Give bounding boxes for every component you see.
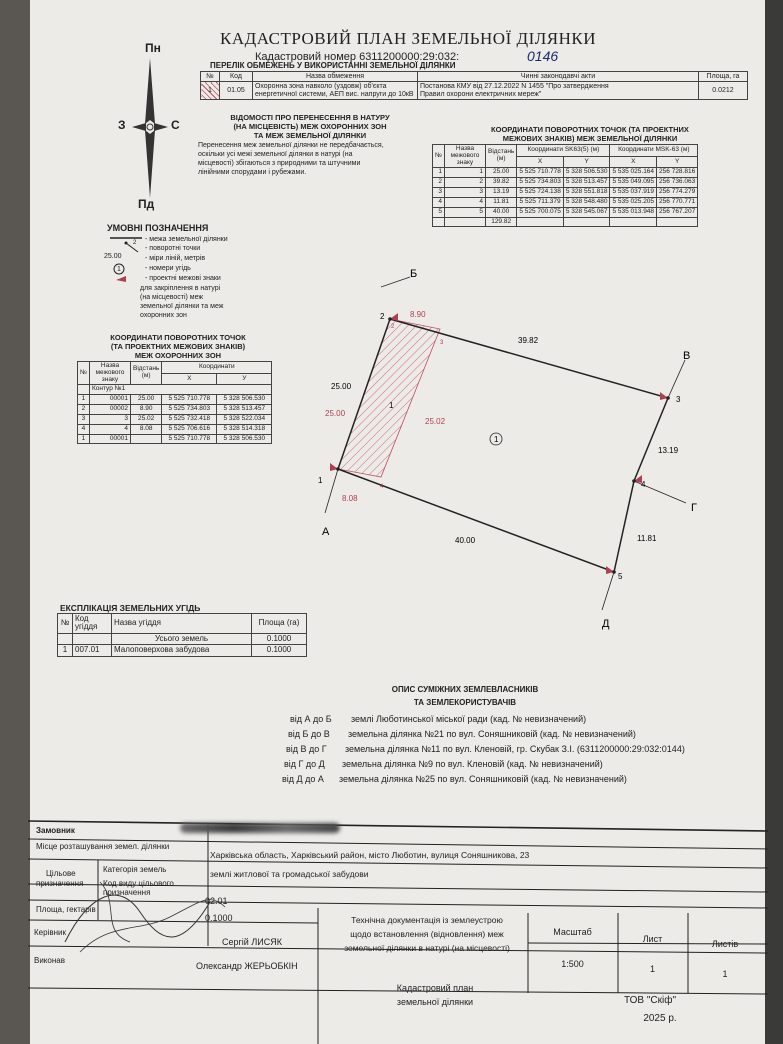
coords-zone-cell: 5 525 710.778	[162, 434, 217, 444]
coords-zone-cell: 5 328 506.530	[217, 434, 272, 444]
coords-zone-cell: 4	[78, 424, 90, 434]
letter-a: А	[322, 526, 330, 538]
coords-main-cell: 40.00	[485, 207, 516, 217]
coords-main-cell: 11.81	[485, 197, 516, 207]
coords-zone-cell: 8.90	[130, 405, 161, 415]
coords-zone-cell: 1	[78, 434, 90, 444]
compass-rose-icon	[128, 58, 172, 198]
restrictions-cell-name2: енергетичної системи, АЕП вис. напруги до 10кВ	[255, 90, 414, 98]
neighbor-from: від Б до В	[288, 729, 330, 739]
stamp-doc-title-3: земельної ділянки в натурі (на місцевості)	[344, 943, 510, 953]
restrictions-header-code: Код	[220, 72, 253, 82]
coords-zone-cell: 8.08	[130, 424, 161, 434]
expl-row-no: 1	[58, 645, 73, 656]
cm-header-x2: X	[610, 156, 657, 168]
coords-main-row	[433, 197, 698, 207]
cz-header-coords: Координати	[162, 362, 272, 374]
coords-zone-table	[77, 361, 272, 444]
coords-main-table	[432, 144, 698, 227]
cadastral-number-handwritten: 0146	[527, 48, 559, 64]
coords-main-cell: 5 525 711.379	[517, 197, 564, 207]
stamp-head-label: Керівник	[34, 928, 66, 937]
stamp-plan-title-2: земельної ділянки	[396, 997, 474, 1007]
stamp-sheet-value: 1	[649, 964, 655, 974]
expl-row-area: 0.1000	[252, 645, 307, 656]
coords-zone-cell: 5 328 514.318	[217, 424, 272, 434]
cz-header-y: У	[217, 373, 272, 385]
coords-zone-cell: 1	[78, 395, 90, 405]
neighbor-text: земельна ділянка №21 по вул. Соняшниковій (кад. № невизначений)	[348, 729, 636, 739]
coords-zone-cell: 5 328 522.034	[217, 414, 272, 424]
turn-point-1	[336, 467, 340, 471]
dim-right-upper: 13.19	[658, 446, 679, 455]
neighbors-title-2: ТА ЗЕМЛЕКОРИСТУВАЧІВ	[413, 698, 517, 707]
restrictions-title: ПЕРЕЛІК ОБМЕЖЕНЬ У ВИКОРИСТАННІ ЗЕМЕЛЬНОЇ ДІЛЯНКИ	[210, 61, 456, 70]
cm-header-msk63: Координати MSK-63 (м)	[610, 145, 698, 157]
document-title: КАДАСТРОВИЙ ПЛАН ЗЕМЕЛЬНОЇ ДІЛЯНКИ	[220, 29, 597, 48]
coords-zone-cell: 3	[78, 414, 90, 424]
coords-main-cell: 1	[433, 168, 445, 178]
stamp-exec-label: Виконав	[34, 956, 65, 965]
legend-item-6: для закріплення в натурі	[140, 285, 221, 292]
stamp-area-label: Площа, гектарів	[36, 905, 96, 914]
coords-zone-row	[78, 395, 272, 405]
coords-main-cell: 5 328 513.457	[563, 178, 610, 188]
coords-main-title-1: КООРДИНАТИ ПОВОРОТНИХ ТОЧОК (ТА ПРОЕКТНИХ	[491, 125, 689, 134]
transfer-title-3: ТА МЕЖ ЗЕМЕЛЬНОЇ ДІЛЯНКИ	[253, 131, 367, 140]
restrictions-header-acts: Чинні законодавчі акти	[418, 72, 699, 82]
stamp-customer-label: Замовник	[36, 826, 75, 835]
coords-zone-cell: 00002	[89, 405, 130, 415]
coords-main-cell: 5 525 710.778	[517, 168, 564, 178]
parcel-number: 1	[494, 435, 499, 444]
stamp-category-value: землі житлової та громадської забудови	[210, 869, 369, 879]
transfer-line-1: Перенесення меж земельної ділянки не передбачається,	[198, 142, 384, 149]
coords-zone-cell: 00001	[89, 434, 130, 444]
label-point-3: 3	[676, 395, 681, 404]
legend-item-4: - номери угідь	[145, 265, 191, 272]
coords-zone-cell: 25.02	[130, 414, 161, 424]
stamp-code-label-1: Код виду цільового	[103, 879, 174, 888]
coords-main-cell: 3	[444, 188, 485, 198]
coords-main-cell: 5 535 049.095	[610, 178, 657, 188]
stamp-doc-title-2: щодо встановлення (відновлення) меж	[350, 929, 504, 939]
compass-north-label: Пн	[145, 41, 161, 55]
cm-header-sk63: Координати SK63(5) (м)	[517, 145, 610, 157]
coords-main-cell: 3	[433, 188, 445, 198]
label-point-2: 2	[380, 312, 385, 321]
coords-main-cell: 256 770.771	[657, 197, 698, 207]
coords-main-cell: 256 728.816	[657, 168, 698, 178]
stamp-sheets-value: 1	[722, 969, 728, 979]
legend-sign-marker	[116, 276, 126, 282]
turn-point-5	[612, 570, 616, 574]
coords-zone-cell: 3	[89, 414, 130, 424]
stamp-scale-value: 1:500	[561, 959, 584, 969]
protection-zone-area	[338, 319, 440, 477]
explication-title: ЕКСПЛІКАЦІЯ ЗЕМЕЛЬНИХ УГІДЬ	[60, 603, 201, 613]
stamp-doc-title-1: Технічна документація із землеустрою	[351, 915, 503, 925]
cm-header-sign: Назва межового знаку	[444, 145, 485, 168]
coords-main-cell: 5 328 551.818	[563, 188, 610, 198]
direction-line-d	[602, 572, 614, 610]
coords-zone-cell: 4	[89, 424, 130, 434]
stamp-area-value: 0.1000	[205, 913, 233, 923]
legend-sample-distance: 25.00	[104, 253, 122, 260]
turn-point-4	[632, 479, 636, 483]
restrictions-cell-act2: Правил охорони електричних мереж"	[420, 90, 542, 98]
letter-g: Г	[691, 502, 697, 514]
legend-item-3: - міри ліній, метрів	[145, 255, 206, 262]
label-point-1: 1	[318, 476, 323, 485]
stamp-plan-title-1: Кадастровий план	[396, 983, 474, 993]
label-point-4: 4	[641, 480, 646, 489]
legend-sample-point: 2	[133, 240, 137, 246]
coords-main-cell: 5 535 013.948	[610, 207, 657, 217]
dim-zone: 25.02	[425, 417, 446, 426]
stamp-code-value: 02.01	[205, 896, 228, 906]
redacted-customer-name	[180, 823, 340, 833]
neighbor-text: земельна ділянка №11 по вул. Кленовій, гр. Скубак З.І. (6311200000:29:032:0144)	[345, 744, 685, 754]
cz-header-no: №	[78, 362, 90, 385]
parcel-plan	[300, 255, 730, 635]
neighbors-title-1: ОПИС СУМІЖНИХ ЗЕМЛЕВЛАСНИКІВ	[391, 685, 539, 694]
cm-header-no: №	[433, 145, 445, 168]
expl-row-code: 007.01	[73, 645, 112, 656]
zone-label: 1	[389, 401, 394, 410]
compass-east-label: С	[171, 118, 180, 132]
coords-main-row	[433, 207, 698, 217]
coords-main-row	[433, 188, 698, 198]
letter-v: В	[683, 350, 691, 362]
dim-bottom-short: 8.08	[342, 494, 358, 503]
coords-main-cell: 4	[433, 197, 445, 207]
stamp-code-label-2: призначення	[103, 888, 151, 897]
stamp-head-name: Сергій ЛИСЯК	[222, 937, 282, 947]
expl-total-area: 0.1000	[252, 633, 307, 644]
coords-zone-cell: 5 525 734.803	[162, 405, 217, 415]
legend-sample-parcel: 1	[117, 266, 121, 273]
dim-right-lower: 11.81	[637, 534, 657, 543]
stamp-year: 2025 р.	[643, 1013, 677, 1024]
coords-main-cell: 5	[444, 207, 485, 217]
coords-zone-cell: 25.00	[130, 395, 161, 405]
coords-zone-cell: 5 525 732.418	[162, 414, 217, 424]
coords-zone-cell: 00001	[89, 395, 130, 405]
coords-zone-cell: 5 328 506.530	[217, 395, 272, 405]
restrictions-table	[200, 71, 748, 100]
coords-main-cell: 5 328 548.480	[563, 197, 610, 207]
coords-main-cell: 5 328 545.067	[563, 207, 610, 217]
dim-left: 25.00	[331, 382, 352, 391]
coords-zone-cell: 2	[78, 405, 90, 415]
coords-zone-row	[78, 405, 272, 415]
restrictions-cell-act1: Постанова КМУ від 27.12.2022 N 1455 "Про затвердження	[420, 83, 609, 91]
restrictions-header-area: Площа, га	[699, 72, 748, 82]
coords-main-cell: 1	[444, 168, 485, 178]
stamp-sheets-label: Листів	[711, 939, 739, 949]
coords-main-cell: 39.82	[485, 178, 516, 188]
neighbor-from: від Г до Д	[284, 759, 325, 769]
stamp-location-value: Харківська область, Харківський район, місто Люботин, вулиця Соняшникова, 23	[210, 850, 530, 860]
expl-header-name: Назва угіддя	[112, 614, 252, 634]
legend-turn-point	[125, 242, 128, 245]
turn-point-2	[388, 317, 392, 321]
cz-header-x: X	[162, 373, 217, 385]
coords-zone-row	[78, 424, 272, 434]
legend-item-8: земельної ділянки та меж	[140, 303, 224, 310]
label-point-5: 5	[618, 572, 623, 581]
restrictions-cell-code: 01.05	[220, 82, 253, 100]
expl-header-area: Площа (га)	[252, 614, 307, 634]
restrictions-header-no: №	[201, 72, 220, 82]
coords-main-row	[433, 178, 698, 188]
coords-main-cell: 5 525 734.803	[517, 178, 564, 188]
coords-zone-cell: 5 328 513.457	[217, 405, 272, 415]
stamp-scale-label: Масштаб	[553, 927, 592, 937]
coords-zone-title-3: МЕЖ ОХОРОННИХ ЗОН	[134, 351, 222, 360]
cm-header-y1: Y	[563, 156, 610, 168]
coords-zone-row	[78, 434, 272, 444]
cz-contour: Контур №1	[89, 385, 271, 395]
compass-south-label: Пд	[138, 197, 155, 211]
coords-main-title-2: МЕЖОВИХ ЗНАКІВ) МЕЖ ЗЕМЕЛЬНОЇ ДІЛЯНКИ	[502, 134, 678, 143]
restrictions-cell-name1: Охоронна зона навколо (уздовж) об'єкта	[255, 83, 387, 91]
legend-item-2: - поворотні точки	[145, 245, 201, 252]
label-zone-point-3: 3	[440, 340, 444, 346]
expl-header-no: №	[58, 614, 73, 634]
cadastral-number-label: Кадастровий номер 6311200000:29:032:	[255, 51, 460, 63]
direction-line-v	[668, 360, 685, 398]
expl-row-name: Малоповерхова забудова	[112, 645, 252, 656]
compass-west-label: З	[118, 118, 126, 132]
legend-item-1: - межа земельної ділянки	[145, 236, 228, 243]
coords-main-cell: 5 525 700.075	[517, 207, 564, 217]
restrictions-cell-area: 0.0212	[699, 82, 748, 100]
neighbor-text: землі Люботинської міської ради (кад. № невизначений)	[351, 714, 587, 724]
cm-header-x1: X	[517, 156, 564, 168]
coords-main-cell: 13.19	[485, 188, 516, 198]
coords-zone-cell: 5 525 706.616	[162, 424, 217, 434]
stamp-sheet-label: Лист	[642, 934, 663, 944]
explication-table	[57, 613, 307, 657]
letter-b: Б	[410, 268, 418, 280]
coords-zone-title-1: КООРДИНАТИ ПОВОРОТНИХ ТОЧОК	[110, 333, 246, 342]
coords-main-cell: 256 736.063	[657, 178, 698, 188]
legend-item-5: - проектні межові знаки	[145, 275, 221, 282]
coords-zone-cell	[130, 434, 161, 444]
transfer-line-2: оскільки усі межі земельної ділянки в натурі (на	[198, 151, 353, 158]
cm-header-dist: Відстань (м)	[485, 145, 516, 168]
dim-left-inner: 25.00	[325, 409, 346, 418]
dim-top: 39.82	[518, 336, 539, 345]
neighbor-from: від А до Б	[290, 714, 332, 724]
legend-item-9: охоронних зон	[140, 312, 187, 319]
coords-main-cell: 256 774.279	[657, 188, 698, 198]
coords-zone-title-2: (ТА ПРОЕКТНИХ МЕЖОВИХ ЗНАКІВ)	[110, 342, 246, 351]
neighbor-text: земельна ділянка №9 по вул. Кленовій (кад. № невизначений)	[342, 759, 603, 769]
coords-main-cell: 5 525 724.138	[517, 188, 564, 198]
stamp-purpose-label-2: призначення	[36, 879, 84, 888]
coords-main-cell: 25.00	[485, 168, 516, 178]
stamp-purpose-label-1: Цільове	[46, 869, 76, 878]
restrictions-header-name: Назва обмеження	[253, 72, 418, 82]
legend-symbols	[104, 234, 148, 314]
neighbor-from: від В до Г	[286, 744, 327, 754]
neighbor-text: земельна ділянка №25 по вул. Соняшниковій (кад. № невизначений)	[339, 774, 627, 784]
direction-line-b	[381, 277, 410, 287]
dim-top-short: 8.90	[410, 310, 426, 319]
stamp-exec-name: Олександр ЖЕРЬОБКІН	[196, 961, 298, 971]
coords-zone-cell: 5 525 710.778	[162, 395, 217, 405]
coords-main-cell: 5 328 506.530	[563, 168, 610, 178]
coords-main-cell: 256 767.207	[657, 207, 698, 217]
label-zone-point-2: 2	[391, 324, 395, 330]
coords-main-cell: 4	[444, 197, 485, 207]
transfer-title-2: (НА МІСЦЕВІСТЬ) МЕЖ ОХОРОННИХ ЗОН	[233, 122, 387, 131]
coords-main-cell: 5	[433, 207, 445, 217]
coords-main-cell: 5 535 025.205	[610, 197, 657, 207]
restrictions-cell-no: 1	[201, 82, 220, 100]
coords-main-cell: 5 535 037.919	[610, 188, 657, 198]
stamp-location-label: Місце розташування земел. ділянки	[36, 842, 170, 851]
expl-header-code: Код угіддя	[73, 614, 112, 634]
neighbor-from: від Д до А	[282, 774, 324, 784]
coords-main-cell: 5 535 025.164	[610, 168, 657, 178]
direction-line-a	[325, 469, 338, 513]
stamp-company: ТОВ "Скіф"	[623, 995, 677, 1006]
letter-d: Д	[602, 618, 610, 630]
turn-point-3	[666, 396, 670, 400]
legend-title: УМОВНІ ПОЗНАЧЕННЯ	[107, 223, 209, 233]
transfer-line-3: місцевості) збігаються з природними та штучними	[198, 160, 361, 167]
coords-main-cell: 2	[433, 178, 445, 188]
coords-main-row	[433, 168, 698, 178]
cz-header-sign: Назва межового знаку	[89, 362, 130, 385]
cm-total: 129.82	[485, 217, 516, 227]
legend-item-7: (на місцевості) меж	[140, 294, 204, 301]
coords-main-cell: 2	[444, 178, 485, 188]
label-zone-point-4: 4	[380, 484, 384, 490]
stamp-category-label: Категорія земель	[103, 865, 167, 874]
transfer-title-1: ВІДОМОСТІ ПРО ПЕРЕНЕСЕННЯ В НАТУРУ	[230, 113, 390, 122]
coords-zone-row	[78, 414, 272, 424]
transfer-line-4: лінійними спорудами і рубежами.	[198, 169, 307, 176]
cm-header-y2: Y	[657, 156, 698, 168]
signature-scribbles	[60, 872, 230, 962]
expl-total-label: Усього земель	[112, 633, 252, 644]
dim-bottom: 40.00	[455, 536, 476, 545]
cz-header-dist: Відстань (м)	[130, 362, 161, 385]
